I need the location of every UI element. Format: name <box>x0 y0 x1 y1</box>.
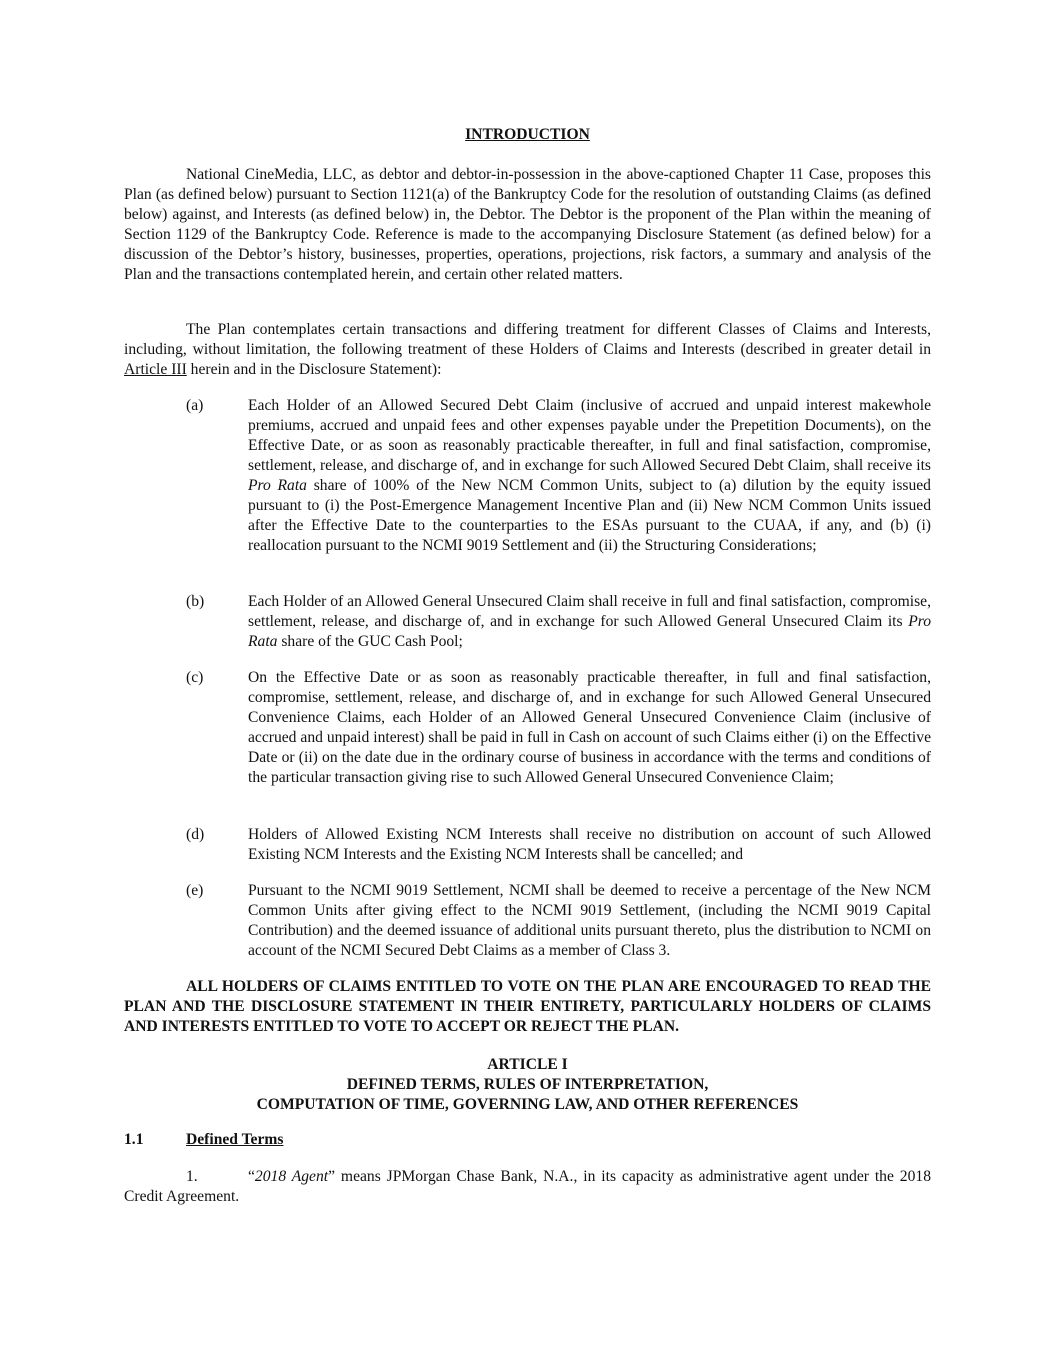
item-text <box>248 592 931 652</box>
intro-paragraph-2-end: herein and in the Disclosure Statement): <box>186 361 442 378</box>
intro-paragraph-2 <box>124 320 931 380</box>
item-text: On the Effective Date or as soon as reasonably practicable thereafter, in full and final satisfaction, compromise, settlement, release, and discharge of, and in exchange for such Allowed General Unsecured Convenience Claims, each Holder of an Allowed General Unsecured Convenience Claim (inclusive of accrued and unpaid interest) shall be paid in full in Cash on account of such Claims either (i) on the Effective Date or (ii) on the date due in the ordinary course of business in accordance with the terms and conditions of the particular transaction giving rise to such Allowed General Unsecured Convenience Claim; <box>248 669 931 786</box>
article-title-line-2: COMPUTATION OF TIME, GOVERNING LAW, AND OTHER REFERENCES <box>256 1096 799 1113</box>
article-iii-reference: Article III <box>124 361 187 378</box>
section-title: Defined Terms <box>186 1131 284 1148</box>
treatment-item-d <box>186 825 931 865</box>
article-title-line-1: DEFINED TERMS, RULES OF INTERPRETATION, <box>346 1076 709 1093</box>
item-text-part: Each Holder of an Allowed General Unsecured Claim shall receive in full and final satisfaction, compromise, settlement, release, and discharge of, and in exchange for such Allowed General Unsecured Claim its <box>248 593 931 630</box>
treatment-item-e <box>186 881 931 961</box>
item-label: (c) <box>186 669 204 686</box>
treatment-item-c <box>186 668 931 788</box>
definition-number: 1. <box>186 1168 198 1185</box>
close-quote: ” <box>328 1168 336 1185</box>
item-label: (e) <box>186 882 204 899</box>
definition-text: means JPMorgan Chase Bank, N.A., in its capacity as administrative agent under the 2018 Credit Agreement. <box>124 1168 931 1205</box>
section-number: 1.1 <box>124 1131 144 1148</box>
section-heading <box>124 1130 283 1150</box>
definition-2018-agent <box>124 1167 931 1207</box>
item-text: Pursuant to the NCMI 9019 Settlement, NCMI shall be deemed to receive a percentage of the New NCM Common Units after giving effect to the NCMI 9019 Settlement, (including the NCMI 9019 Capital Contribution) and the deemed issuance of additional units pursuant thereto, plus the distribution to NCMI on account of the NCMI Secured Debt Claims as a member of Class 3. <box>248 882 931 959</box>
item-text-part: Each Holder of an Allowed Secured Debt Claim (inclusive of accrued and unpaid interest makewhole premiums, accrued and unpaid fees and other expenses payable under the Prepetition Documents), on the Effective Date, or as soon as reasonably practicable thereafter, in full and final satisfaction, compromise, settlement, release, and discharge of, and in exchange for such Allowed Secured Debt Claim, shall receive its <box>248 397 931 474</box>
item-label: (a) <box>186 397 204 414</box>
treatment-item-a <box>186 396 931 556</box>
open-quote: “ <box>248 1168 255 1185</box>
item-text: Holders of Allowed Existing NCM Interests shall receive no distribution on account of such Allowed Existing NCM Interests and the Existing NCM Interests shall be cancelled; and <box>248 826 931 863</box>
defined-term: 2018 Agent <box>254 1168 329 1185</box>
intro-paragraph-2-start: The Plan contemplates certain transactions and differing treatment for different Classes of Claims and Interests, including, without limitation, the following treatment of these Holders of Claims and Interests (described in greater detail in <box>124 321 931 358</box>
article-heading <box>124 1055 931 1115</box>
treatment-item-b <box>186 592 931 652</box>
item-text <box>248 396 931 556</box>
item-label: (d) <box>186 826 205 843</box>
item-text-part: share of the GUC Cash Pool; <box>277 633 463 650</box>
item-text-part: share of 100% of the New NCM Common Units, subject to (a) dilution by the equity issued pursuant to (i) the Post-Emergence Management Incentive Plan and (ii) New NCM Common Units issued after the Effective Date to the counterparties to the ESAs pursuant to the CUAA, if any, and (b) (i) reallocation pursuant to the NCMI 9019 Settlement and (ii) the Structuring Considerations; <box>248 477 931 554</box>
introduction-heading: INTRODUCTION <box>465 126 590 143</box>
voting-notice: ALL HOLDERS OF CLAIMS ENTITLED TO VOTE ON THE PLAN ARE ENCOURAGED TO READ THE PLAN AND THE DISCLOSURE STATEMENT IN THEIR ENTIRETY, PARTICULARLY HOLDERS OF CLAIMS AND INTERESTS ENTITLED TO VOTE TO ACCEPT OR REJECT THE PLAN. <box>124 978 931 1035</box>
intro-paragraph-1: National CineMedia, LLC, as debtor and debtor-in-possession in the above-captioned Chapter 11 Case, proposes this Plan (as defined below) pursuant to Section 1121(a) of the Bankruptcy Code for the resolution of outstanding Claims (as defined below) against, and Interests (as defined below) in, the Debtor. The Debtor is the proponent of the Plan within the meaning of Section 1129 of the Bankruptcy Code. Reference is made to the accompanying Disclosure Statement (as defined below) for a discussion of the Debtor’s history, businesses, properties, operations, projections, risk factors, a summary and analysis of the Plan and the transactions contemplated herein, and certain other related matters. <box>124 166 931 283</box>
item-label: (b) <box>186 593 205 610</box>
item-italic-term: Pro Rata <box>248 477 307 494</box>
item-italic-term: Pro Rata <box>248 613 931 650</box>
article-number: ARTICLE I <box>487 1056 568 1073</box>
